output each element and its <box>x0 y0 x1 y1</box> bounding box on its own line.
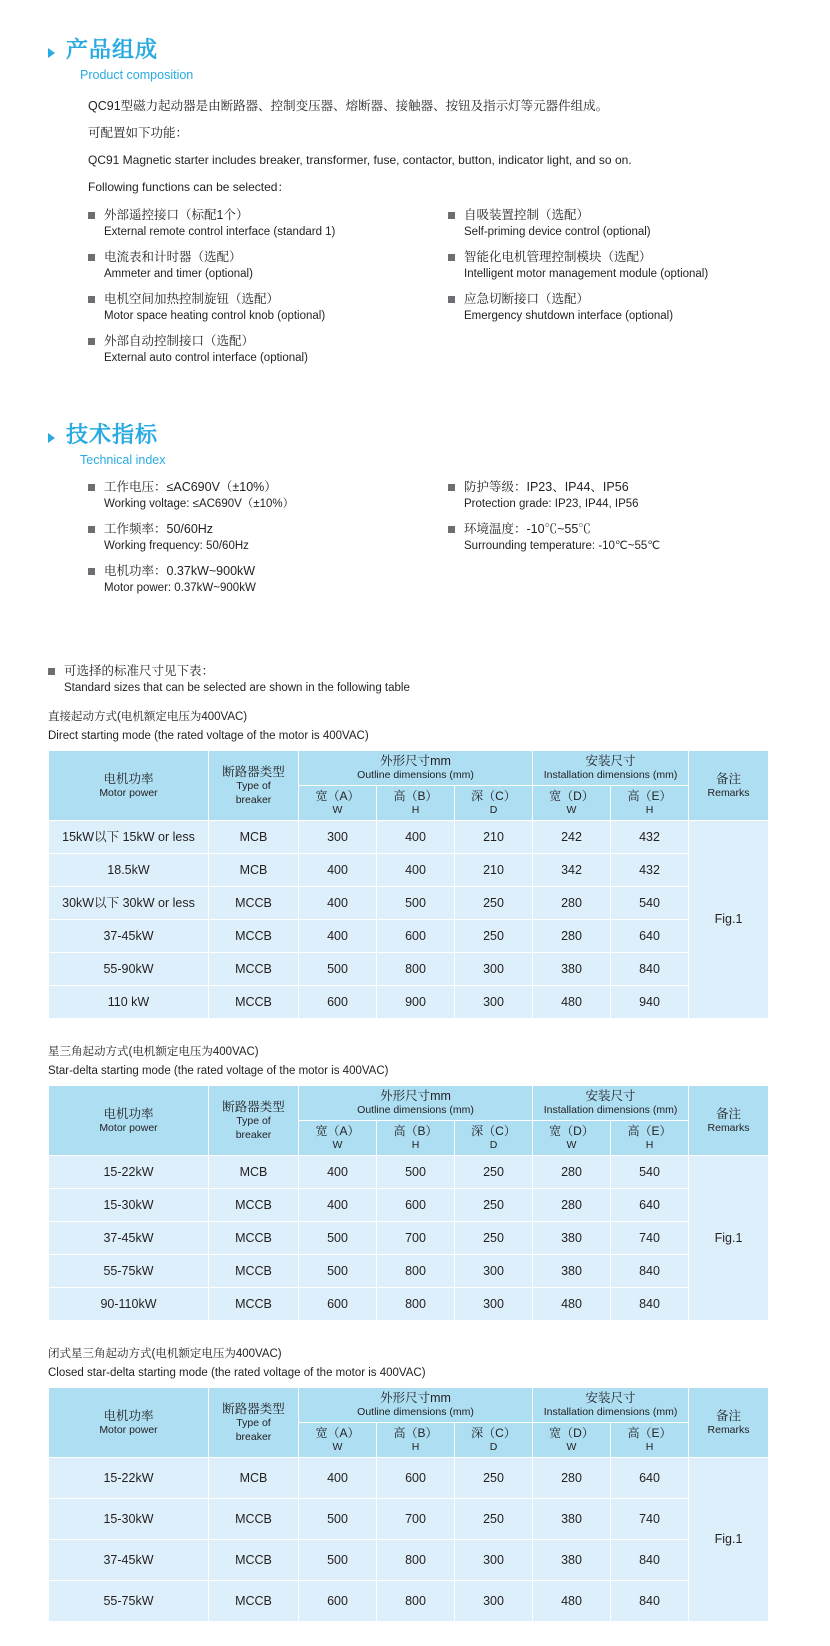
feature-label-en: Ammeter and timer (optional) <box>104 268 253 280</box>
cell-width-a: 400 <box>299 1189 377 1222</box>
page-title-en: Product composition <box>80 68 194 82</box>
feature-item <box>448 249 778 282</box>
feature-label-cn: 应急切断接口（选配） <box>464 292 590 306</box>
cell-height-b: 500 <box>377 1156 455 1189</box>
cell-depth-c: 250 <box>455 1222 533 1255</box>
feature-item <box>448 207 778 240</box>
subheader-width-a: 宽（A） W <box>299 786 377 821</box>
cell-breaker-type: MCCB <box>209 1499 299 1540</box>
subheader-height-b: 高（B） H <box>377 786 455 821</box>
cell-height-e: 840 <box>611 1255 689 1288</box>
square-bullet-icon <box>448 254 455 261</box>
tech-item <box>88 479 448 512</box>
cell-depth-c: 300 <box>455 953 533 986</box>
cell-breaker-type: MCCB <box>209 1255 299 1288</box>
cell-breaker-type: MCCB <box>209 953 299 986</box>
square-bullet-icon <box>448 526 455 533</box>
table-row <box>49 1288 769 1321</box>
header-installation-dimensions: 安装尺寸 Installation dimensions (mm) <box>533 751 689 786</box>
cell-motor-power: 55-75kW <box>49 1581 209 1622</box>
subheader-height-e: 高（E） H <box>611 786 689 821</box>
cell-width-d: 380 <box>533 1499 611 1540</box>
section-technical-index <box>48 375 830 605</box>
feature-column-left <box>88 207 448 375</box>
feature-label-en: External auto control interface (optional) <box>104 352 308 364</box>
table-row <box>49 1189 769 1222</box>
cell-width-d: 380 <box>533 1222 611 1255</box>
cell-height-b: 500 <box>377 887 455 920</box>
cell-height-e: 740 <box>611 1499 689 1540</box>
subheader-width-d: 宽（D） W <box>533 1121 611 1156</box>
feature-item <box>88 249 448 282</box>
cell-motor-power: 30kW以下 30kW or less <box>49 887 209 920</box>
header-breaker-type: 断路器类型 Type of breaker <box>209 751 299 821</box>
cell-breaker-type: MCB <box>209 854 299 887</box>
cell-width-d: 380 <box>533 1540 611 1581</box>
cell-depth-c: 300 <box>455 1581 533 1622</box>
cell-width-d: 280 <box>533 1189 611 1222</box>
cell-width-d: 380 <box>533 1255 611 1288</box>
feature-item <box>88 207 448 240</box>
table-row <box>49 854 769 887</box>
section-product-composition <box>48 0 830 375</box>
feature-label-en: Emergency shutdown interface (optional) <box>464 310 674 322</box>
square-bullet-icon <box>88 212 95 219</box>
cell-breaker-type: MCCB <box>209 1189 299 1222</box>
square-bullet-icon <box>88 484 95 491</box>
feature-label-cn: 外部遥控接口（标配1个） <box>104 208 249 222</box>
tech-label-cn: 工作频率：50/60Hz <box>104 522 214 536</box>
cell-width-d: 480 <box>533 1288 611 1321</box>
table-header-row <box>49 751 769 786</box>
table-caption-en: Closed star-delta starting mode (the rated voltage of the motor is 400VAC) <box>48 1367 426 1379</box>
cell-width-a: 500 <box>299 1540 377 1581</box>
cell-width-d: 480 <box>533 1581 611 1622</box>
cell-breaker-type: MCCB <box>209 1581 299 1622</box>
cell-depth-c: 300 <box>455 1540 533 1581</box>
feature-label-en: External remote control interface (standard 1) <box>104 226 336 238</box>
header-installation-dimensions: 安装尺寸 Installation dimensions (mm) <box>533 1388 689 1423</box>
page-title-cn: 产品组成 <box>66 37 159 62</box>
cell-depth-c: 210 <box>455 854 533 887</box>
cell-height-e: 540 <box>611 887 689 920</box>
square-bullet-icon <box>88 296 95 303</box>
tech-item <box>448 479 778 512</box>
tech-item <box>88 521 448 554</box>
intro-line-3: QC91 Magnetic starter includes breaker, transformer, fuse, contactor, button, indicator light, and so on. <box>88 153 632 167</box>
feature-label-cn: 外部自动控制接口（选配） <box>104 334 255 348</box>
cell-height-e: 540 <box>611 1156 689 1189</box>
header-installation-dimensions: 安装尺寸 Installation dimensions (mm) <box>533 1086 689 1121</box>
feature-item <box>88 333 448 366</box>
table-block-closed-star-delta <box>48 1347 750 1622</box>
cell-width-d: 280 <box>533 920 611 953</box>
table-row <box>49 920 769 953</box>
cell-height-e: 840 <box>611 1581 689 1622</box>
table-row <box>49 1581 769 1622</box>
section-heading <box>48 421 830 469</box>
intro-paragraphs <box>88 98 830 195</box>
cell-height-e: 840 <box>611 1288 689 1321</box>
intro-line-2: 可配置如下功能： <box>88 126 189 140</box>
tech-label-cn: 电机功率：0.37kW~900kW <box>104 564 256 578</box>
cell-depth-c: 210 <box>455 821 533 854</box>
cell-height-e: 640 <box>611 1458 689 1499</box>
cell-depth-c: 300 <box>455 986 533 1019</box>
table-row <box>49 887 769 920</box>
cell-width-a: 400 <box>299 854 377 887</box>
cell-height-b: 600 <box>377 920 455 953</box>
cell-width-d: 242 <box>533 821 611 854</box>
tech-label-en: Surrounding temperature: -10℃~55℃ <box>464 540 661 552</box>
table-row <box>49 953 769 986</box>
cell-motor-power: 37-45kW <box>49 920 209 953</box>
note-label-en: Standard sizes that can be selected are shown in the following table <box>64 682 410 694</box>
subheader-height-b: 高（B） H <box>377 1121 455 1156</box>
table-block-direct-starting <box>48 710 750 1019</box>
intro-line-1: QC91型磁力起动器是由断路器、控制变压器、熔断器、接触器、按钮及指示灯等元器件组成。 <box>88 99 609 113</box>
header-remarks: 备注 Remarks <box>689 1086 769 1156</box>
cell-motor-power: 55-75kW <box>49 1255 209 1288</box>
tech-label-cn: 环境温度：-10℃~55℃ <box>464 522 591 536</box>
subheader-depth-c: 深（C） D <box>455 1423 533 1458</box>
header-motor-power: 电机功率 Motor power <box>49 1086 209 1156</box>
cell-depth-c: 250 <box>455 920 533 953</box>
tech-item <box>448 521 778 554</box>
feature-label-cn: 电机空间加热控制旋钮（选配） <box>104 292 280 306</box>
header-motor-power: 电机功率 Motor power <box>49 1388 209 1458</box>
header-motor-power: 电机功率 Motor power <box>49 751 209 821</box>
subheader-width-d: 宽（D） W <box>533 1423 611 1458</box>
cell-width-a: 500 <box>299 1222 377 1255</box>
cell-width-a: 400 <box>299 920 377 953</box>
table-row <box>49 1156 769 1189</box>
tech-label-en: Working frequency: 50/60Hz <box>104 540 249 552</box>
note-label-cn: 可选择的标准尺寸见下表： <box>64 664 215 678</box>
table-row <box>49 1255 769 1288</box>
triangle-marker-icon <box>48 433 55 443</box>
cell-height-b: 800 <box>377 1540 455 1581</box>
cell-depth-c: 250 <box>455 887 533 920</box>
subheader-depth-c: 深（C） D <box>455 1121 533 1156</box>
feature-label-en: Motor space heating control knob (optional) <box>104 310 326 322</box>
table-header-row <box>49 1086 769 1121</box>
cell-motor-power: 15-30kW <box>49 1189 209 1222</box>
cell-height-b: 900 <box>377 986 455 1019</box>
square-bullet-icon <box>88 254 95 261</box>
cell-width-a: 400 <box>299 1458 377 1499</box>
table-row <box>49 1499 769 1540</box>
cell-depth-c: 250 <box>455 1156 533 1189</box>
cell-motor-power: 15kW以下 15kW or less <box>49 821 209 854</box>
subheader-width-d: 宽（D） W <box>533 786 611 821</box>
cell-height-e: 840 <box>611 953 689 986</box>
feature-column-right <box>448 207 778 375</box>
table-row <box>49 986 769 1019</box>
cell-height-b: 700 <box>377 1499 455 1540</box>
spec-table <box>48 1085 769 1321</box>
cell-depth-c: 250 <box>455 1499 533 1540</box>
table-row <box>49 1540 769 1581</box>
subheader-height-e: 高（E） H <box>611 1121 689 1156</box>
tech-column-right <box>448 479 778 605</box>
table-caption-en: Direct starting mode (the rated voltage of the motor is 400VAC) <box>48 730 369 742</box>
cell-width-d: 480 <box>533 986 611 1019</box>
subheader-depth-c: 深（C） D <box>455 786 533 821</box>
header-outline-dimensions: 外形尺寸mm Outline dimensions (mm) <box>299 751 533 786</box>
tech-label-en: Protection grade: IP23, IP44, IP56 <box>464 498 639 510</box>
cell-breaker-type: MCB <box>209 1458 299 1499</box>
table-row <box>49 821 769 854</box>
tech-label-en: Motor power: 0.37kW~900kW <box>104 582 256 594</box>
tech-label-cn: 防护等级：IP23、IP44、IP56 <box>464 480 629 494</box>
cell-depth-c: 300 <box>455 1288 533 1321</box>
cell-width-a: 300 <box>299 821 377 854</box>
cell-remark: Fig.1 <box>689 1458 769 1622</box>
cell-height-e: 940 <box>611 986 689 1019</box>
feature-label-en: Intelligent motor management module (optional) <box>464 268 709 280</box>
cell-height-b: 400 <box>377 821 455 854</box>
cell-width-d: 342 <box>533 854 611 887</box>
square-bullet-icon <box>88 338 95 345</box>
cell-width-a: 400 <box>299 887 377 920</box>
cell-width-a: 600 <box>299 1288 377 1321</box>
cell-width-a: 400 <box>299 1156 377 1189</box>
section-title-cn: 技术指标 <box>66 422 159 447</box>
subheader-width-a: 宽（A） W <box>299 1121 377 1156</box>
table-row <box>49 1222 769 1255</box>
tech-item <box>88 563 448 596</box>
cell-height-b: 600 <box>377 1458 455 1499</box>
cell-breaker-type: MCCB <box>209 1288 299 1321</box>
feature-label-cn: 电流表和计时器（选配） <box>104 250 242 264</box>
cell-height-e: 640 <box>611 1189 689 1222</box>
header-breaker-type: 断路器类型 Type of breaker <box>209 1086 299 1156</box>
cell-width-a: 600 <box>299 1581 377 1622</box>
square-bullet-icon <box>448 484 455 491</box>
cell-height-e: 432 <box>611 854 689 887</box>
subheader-height-b: 高（B） H <box>377 1423 455 1458</box>
cell-height-e: 740 <box>611 1222 689 1255</box>
cell-motor-power: 15-22kW <box>49 1156 209 1189</box>
cell-height-b: 600 <box>377 1189 455 1222</box>
header-outline-dimensions: 外形尺寸mm Outline dimensions (mm) <box>299 1086 533 1121</box>
cell-breaker-type: MCCB <box>209 1222 299 1255</box>
header-outline-dimensions: 外形尺寸mm Outline dimensions (mm) <box>299 1388 533 1423</box>
header-breaker-type: 断路器类型 Type of breaker <box>209 1388 299 1458</box>
feature-list <box>88 207 830 375</box>
section-heading <box>48 36 830 84</box>
square-bullet-icon <box>448 296 455 303</box>
table-header-row <box>49 1388 769 1423</box>
feature-label-cn: 智能化电机管理控制模块（选配） <box>464 250 652 264</box>
square-bullet-icon <box>88 568 95 575</box>
cell-depth-c: 250 <box>455 1458 533 1499</box>
cell-height-e: 640 <box>611 920 689 953</box>
cell-height-b: 800 <box>377 1581 455 1622</box>
cell-motor-power: 90-110kW <box>49 1288 209 1321</box>
cell-motor-power: 110 kW <box>49 986 209 1019</box>
cell-breaker-type: MCCB <box>209 887 299 920</box>
table-row <box>49 1458 769 1499</box>
cell-motor-power: 15-22kW <box>49 1458 209 1499</box>
cell-remark: Fig.1 <box>689 1156 769 1321</box>
subheader-height-e: 高（E） H <box>611 1423 689 1458</box>
cell-width-a: 500 <box>299 953 377 986</box>
technical-index-list <box>88 479 830 605</box>
cell-breaker-type: MCB <box>209 821 299 854</box>
square-bullet-icon <box>448 212 455 219</box>
cell-height-b: 800 <box>377 953 455 986</box>
triangle-marker-icon <box>48 48 55 58</box>
cell-height-e: 840 <box>611 1540 689 1581</box>
cell-motor-power: 15-30kW <box>49 1499 209 1540</box>
tech-label-en: Working voltage: ≤AC690V（±10%） <box>104 498 295 510</box>
feature-label-en: Self-priming device control (optional) <box>464 226 651 238</box>
tech-label-cn: 工作电压：≤AC690V（±10%） <box>104 480 277 494</box>
cell-width-d: 280 <box>533 1156 611 1189</box>
table-caption-cn: 星三角起动方式(电机额定电压为400VAC) <box>48 1046 259 1058</box>
cell-width-a: 600 <box>299 986 377 1019</box>
cell-height-b: 400 <box>377 854 455 887</box>
intro-line-4: Following functions can be selected： <box>88 180 290 194</box>
cell-width-d: 280 <box>533 887 611 920</box>
tech-column-left <box>88 479 448 605</box>
subheader-width-a: 宽（A） W <box>299 1423 377 1458</box>
section-title-en: Technical index <box>80 453 166 467</box>
header-remarks: 备注 Remarks <box>689 1388 769 1458</box>
cell-height-b: 800 <box>377 1255 455 1288</box>
table-block-star-delta <box>48 1045 750 1321</box>
feature-label-cn: 自吸装置控制（选配） <box>464 208 590 222</box>
cell-width-d: 280 <box>533 1458 611 1499</box>
table-caption-cn: 直接起动方式(电机额定电压为400VAC) <box>48 711 248 723</box>
spec-table <box>48 750 769 1019</box>
cell-width-d: 380 <box>533 953 611 986</box>
square-bullet-icon <box>48 668 55 675</box>
cell-breaker-type: MCCB <box>209 1540 299 1581</box>
spec-table <box>48 1387 769 1622</box>
cell-height-e: 432 <box>611 821 689 854</box>
cell-motor-power: 37-45kW <box>49 1540 209 1581</box>
cell-depth-c: 250 <box>455 1189 533 1222</box>
cell-width-a: 500 <box>299 1255 377 1288</box>
table-caption-en: Star-delta starting mode (the rated voltage of the motor is 400VAC) <box>48 1065 389 1077</box>
cell-remark: Fig.1 <box>689 821 769 1019</box>
cell-height-b: 700 <box>377 1222 455 1255</box>
standard-sizes-note <box>48 663 830 696</box>
feature-item <box>448 291 778 324</box>
feature-item <box>88 291 448 324</box>
cell-motor-power: 37-45kW <box>49 1222 209 1255</box>
header-remarks: 备注 Remarks <box>689 751 769 821</box>
table-caption-cn: 闭式星三角起动方式(电机额定电压为400VAC) <box>48 1348 282 1360</box>
cell-height-b: 800 <box>377 1288 455 1321</box>
cell-breaker-type: MCCB <box>209 986 299 1019</box>
cell-width-a: 500 <box>299 1499 377 1540</box>
square-bullet-icon <box>88 526 95 533</box>
cell-motor-power: 55-90kW <box>49 953 209 986</box>
cell-breaker-type: MCB <box>209 1156 299 1189</box>
cell-depth-c: 300 <box>455 1255 533 1288</box>
cell-breaker-type: MCCB <box>209 920 299 953</box>
cell-motor-power: 18.5kW <box>49 854 209 887</box>
